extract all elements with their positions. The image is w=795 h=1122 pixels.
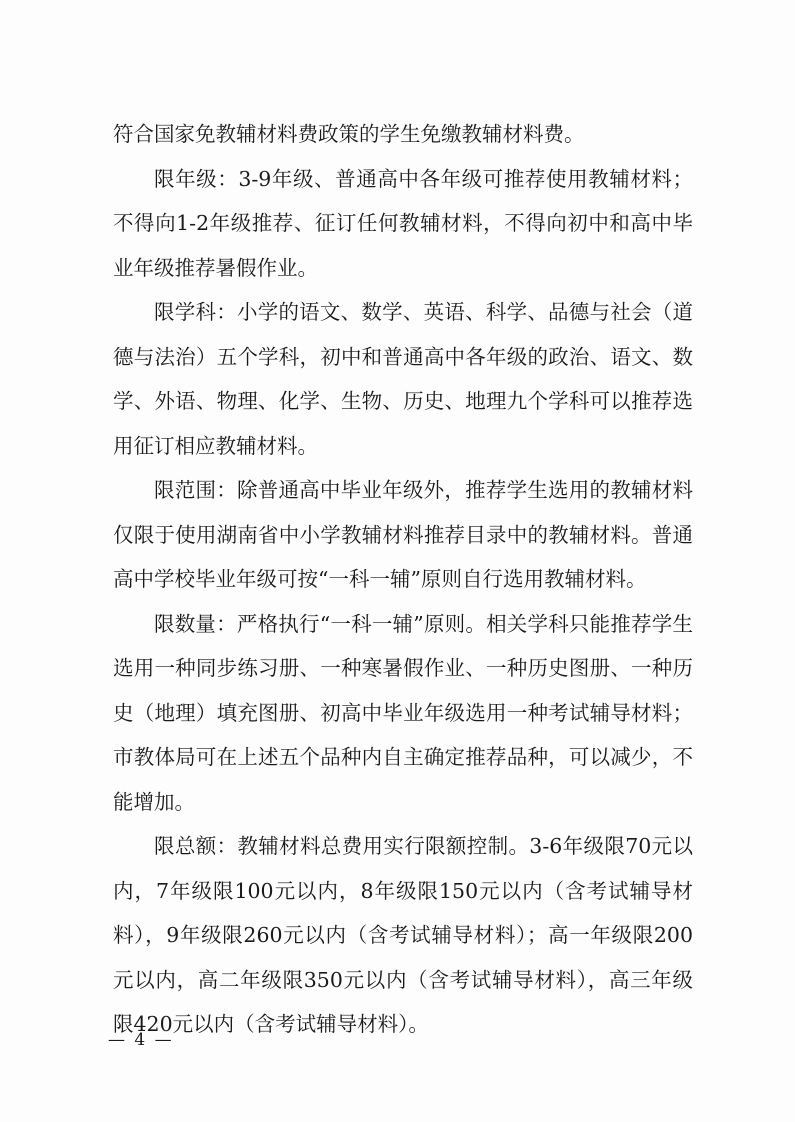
paragraph-total-limit: 限总额：教辅材料总费用实行限额控制。3-6年级限70元以内，7年级限100元以内，8年级限150元以内（含考试辅导材料），9年级限260元以内（含考试辅导材料）；高一年级限200元以内，高二年级限350元以内（含考试辅导材料），高三年级限420元以内（含考试辅导材料）。: [113, 834, 693, 1036]
paragraph-grade-limit: 限年级：3-9年级、普通高中各年级可推荐使用教辅材料；不得向1-2年级推荐、征订任何教辅材料，不得向初中和高中毕业年级推荐暑假作业。: [113, 166, 693, 280]
paragraph-scope-limit: 限范围：除普通高中毕业年级外，推荐学生选用的教辅材料仅限于使用湖南省中小学教辅材料推荐目录中的教辅材料。普通高中学校毕业年级可按“一科一辅”原则自行选用教辅材料。: [113, 478, 693, 591]
paragraph-quantity-limit: 限数量：严格执行“一科一辅”原则。相关学科只能推荐学生选用一种同步练习册、一种寒暑假作业、一种历史图册、一种历史（地理）填充图册、初高中毕业年级选用一种考试辅导材料；市教体局可在上述五个品种内自主确定推荐品种，可以减少，不能增加。: [113, 611, 693, 814]
paragraph-subject-limit: 限学科：小学的语文、数学、英语、科学、品德与社会（道德与法治）五个学科，初中和普通高中各年级的政治、语文、数学、外语、物理、化学、生物、历史、地理九个学科可以推荐选用征订相应教辅材料。: [113, 300, 693, 458]
paragraph-continuation: 符合国家免教辅材料费政策的学生免缴教辅材料费。: [113, 122, 585, 146]
page-number: — 4 —: [108, 1030, 174, 1050]
body-text: [113, 112, 693, 1047]
